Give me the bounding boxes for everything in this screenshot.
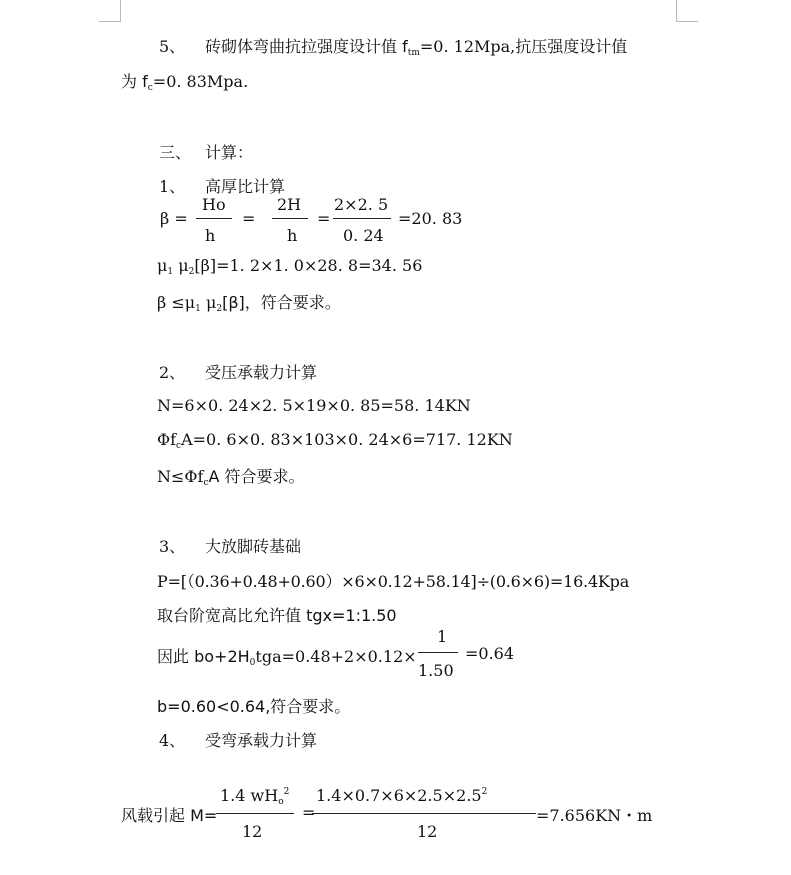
item2-line3-a: N≤Φf	[157, 467, 204, 486]
item3-line3-result: =0.64	[465, 644, 515, 663]
item5-text	[205, 34, 627, 58]
item1-check-a: β ≤μ	[157, 293, 196, 312]
item2-line2-a: Φf	[157, 430, 177, 449]
item1-mu-sub1: 1	[167, 267, 174, 277]
item1-frac3-num: 2×2. 5	[334, 195, 389, 214]
item3-title: 大放脚砖基础	[205, 537, 302, 556]
item1-check-line	[157, 290, 341, 314]
item4-frac2-num-sup: 2	[481, 787, 488, 797]
item1-beta-lead: β =	[160, 209, 188, 228]
item4-frac1-bar	[216, 813, 294, 814]
item3-line1: P=[（0.36+0.48+0.60）×6×0.12+58.14]÷(0.6×6)=16.4Kpa	[157, 572, 630, 591]
section3-number: 三、	[159, 143, 192, 162]
item1-title: 高厚比计算	[205, 177, 286, 196]
item3-line3-sub: 0	[249, 658, 256, 668]
item3-line4	[157, 694, 350, 717]
item4-frac1-den: 12	[242, 822, 263, 841]
item1-frac1-bar	[196, 218, 232, 219]
item2-line3-sub: c	[203, 478, 209, 488]
item1-frac1-den: h	[205, 226, 216, 245]
item1-mu-line	[157, 256, 422, 277]
item4-frac1-num	[220, 786, 289, 807]
item3-frac-num: 1	[437, 627, 448, 646]
item1-frac1-num: Ho	[202, 195, 226, 214]
item3-frac-den: 1.50	[418, 661, 454, 680]
item4-frac2-num-a: 1.4×0.7×6×2.5×2.5	[316, 786, 482, 805]
item1-frac2-bar	[272, 218, 308, 219]
item1-frac2-num: 2H	[277, 195, 302, 214]
item4-eq: =	[302, 803, 316, 822]
item4-frac1-num-sup: 2	[283, 787, 290, 797]
item2-title: 受压承载力计算	[205, 363, 318, 382]
item1-number: 1、	[159, 177, 186, 196]
item2-line3	[157, 464, 305, 488]
item4-frac1-num-sub: o	[278, 797, 284, 807]
item1-eq2: =	[317, 209, 331, 228]
item4-title: 受弯承载力计算	[205, 731, 318, 750]
item4-lead	[121, 803, 217, 826]
item4-frac2-den: 12	[417, 822, 438, 841]
item1-eq1: =	[242, 209, 256, 228]
item2-line1: N=6×0. 24×2. 5×19×0. 85=58. 14KN	[157, 396, 471, 415]
item3-frac-bar	[418, 652, 458, 653]
page-corner-mark-left	[120, 0, 121, 22]
page-corner-mark-right-h	[676, 21, 698, 22]
item2-line2-sub: c	[176, 441, 182, 451]
item1-frac3-den: 0. 24	[343, 226, 384, 245]
page-corner-mark-left-h	[99, 21, 120, 22]
item4-frac1-num-a: 1.4 wH	[220, 786, 279, 805]
item4-frac2-num	[316, 786, 487, 805]
item1-check-c: [β]，符合要求。	[222, 293, 341, 312]
item2-line2	[157, 430, 513, 451]
item4-frac2-bar	[312, 813, 536, 814]
item5-line2-sub: c	[147, 83, 153, 93]
item5-line2-b: =0. 83Mpa.	[152, 72, 249, 91]
item4-lead-text: 风载引起 M=	[121, 806, 218, 825]
item3-line3-a: 因此 bo+2H	[157, 647, 250, 666]
item1-frac2-den: h	[287, 226, 298, 245]
item1-check-b: μ	[200, 293, 217, 312]
item5-number: 5、	[159, 37, 186, 56]
item3-line2: 取台阶宽高比允许值 tgx=1:1.50	[157, 606, 397, 625]
item3-number: 3、	[159, 537, 186, 556]
item3-line4-text: b=0.60<0.64,符合要求。	[157, 697, 351, 716]
section3-title: 计算：	[205, 143, 254, 162]
page-corner-mark-right	[676, 0, 677, 22]
item5-text-a: 砖砌体弯曲抗拉强度设计值 f	[205, 37, 408, 56]
item1-frac3-bar	[333, 218, 391, 219]
item1-mu-c: [β]=1. 2×1. 0×28. 8=34. 56	[194, 256, 423, 275]
item2-line2-b: A=0. 6×0. 83×103×0. 24×6=717. 12KN	[181, 430, 513, 449]
item3-line3-b: tga=0.48+2×0.12×	[255, 647, 417, 666]
item1-mu-a: μ	[157, 256, 168, 275]
item1-mu-sub2: 2	[188, 267, 195, 277]
item5-line2	[121, 69, 248, 93]
item1-check-sub1: 1	[195, 304, 201, 314]
item1-mu-b: μ	[173, 256, 189, 275]
item5-sub: tm	[407, 48, 420, 58]
item3-line3	[157, 644, 417, 668]
item4-number: 4、	[159, 731, 186, 750]
item5-line2-a: 为 f	[121, 72, 148, 91]
item2-line3-b: A 符合要求。	[208, 467, 305, 486]
item1-result: =20. 83	[398, 209, 463, 228]
item4-result: =7.656KN・m	[536, 806, 653, 825]
item2-number: 2、	[159, 363, 186, 382]
item5-text-b: =0. 12Mpa,抗压强度设计值	[419, 37, 628, 56]
item1-check-sub2: 2	[216, 304, 223, 314]
